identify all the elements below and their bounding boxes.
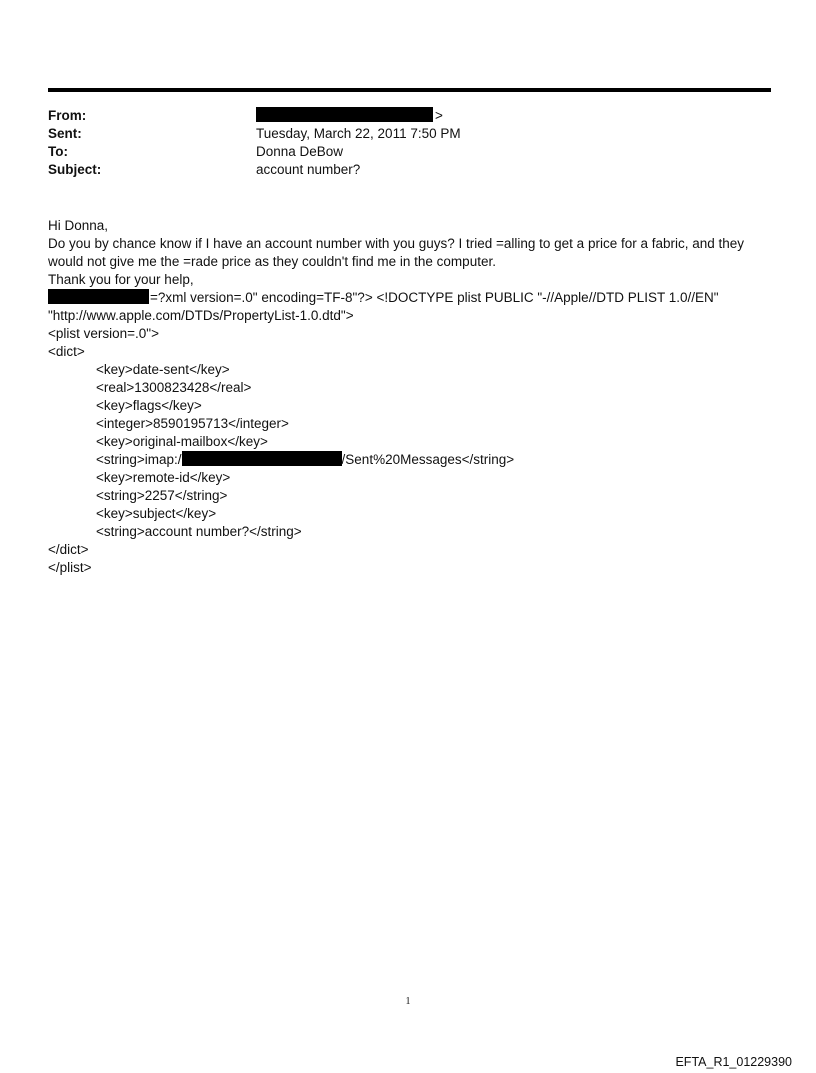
doctype-url-line: "http://www.apple.com/DTDs/PropertyList-1.0.dtd"> — [48, 308, 354, 323]
sent-row — [48, 125, 728, 143]
dict-open-tag: <dict> — [48, 344, 85, 359]
subject-value: account number? — [256, 162, 361, 177]
to-label: To: — [48, 144, 68, 159]
from-label: From: — [48, 108, 87, 123]
subject-row — [48, 161, 728, 179]
plist-open-tag: <plist version=.0"> — [48, 326, 159, 341]
to-value: Donna DeBow — [256, 144, 344, 159]
to-row — [48, 143, 728, 161]
xml-declaration-text: =?xml version=.0" encoding=TF-8"?> <!DOCTYPE plist PUBLIC "-//Apple//DTD PLIST 1.0//EN" — [150, 290, 719, 305]
plist-key-date-sent: <key>date-sent</key> — [96, 362, 230, 377]
plist-real-value: <real>1300823428</real> — [96, 380, 252, 395]
from-value-suffix: > — [435, 108, 443, 123]
sent-label: Sent: — [48, 126, 82, 141]
plist-remote-id-value: <string>2257</string> — [96, 488, 228, 503]
email-body — [48, 217, 778, 577]
header-rule — [48, 88, 771, 92]
body-paragraph-line: Do you by chance know if I have an account number with you guys? I tried =alling to get a price for a fabric, and they — [48, 236, 745, 251]
plist-key-original-mailbox: <key>original-mailbox</key> — [96, 434, 268, 449]
plist-key-remote-id: <key>remote-id</key> — [96, 470, 231, 485]
plist-key-flags: <key>flags</key> — [96, 398, 202, 413]
from-row — [48, 107, 728, 125]
plist-close-tag: </plist> — [48, 560, 92, 575]
dict-close-tag: </dict> — [48, 542, 89, 557]
sent-value: Tuesday, March 22, 2011 7:50 PM — [256, 126, 461, 141]
plist-integer-value: <integer>8590195713</integer> — [96, 416, 289, 431]
greeting: Hi Donna, — [48, 218, 109, 233]
plist-key-subject: <key>subject</key> — [96, 506, 217, 521]
email-header — [48, 107, 728, 179]
imap-prefix: <string>imap:/ — [96, 452, 182, 467]
body-paragraph-line: would not give me the =rade price as they couldn't find me in the computer. — [48, 254, 496, 269]
sign-off: Thank you for your help, — [48, 272, 194, 287]
redaction-box — [256, 107, 433, 122]
plist-imap-string — [48, 451, 778, 469]
xml-declaration-line — [48, 289, 778, 307]
redaction-box — [48, 289, 149, 304]
document-id: EFTA_R1_01229390 — [675, 1055, 792, 1069]
subject-label: Subject: — [48, 162, 102, 177]
from-value — [256, 107, 728, 125]
page-number: 1 — [405, 996, 411, 1007]
imap-suffix: /Sent%20Messages</string> — [341, 452, 515, 467]
plist-subject-string: <string>account number?</string> — [96, 524, 302, 539]
redaction-box — [182, 451, 342, 466]
